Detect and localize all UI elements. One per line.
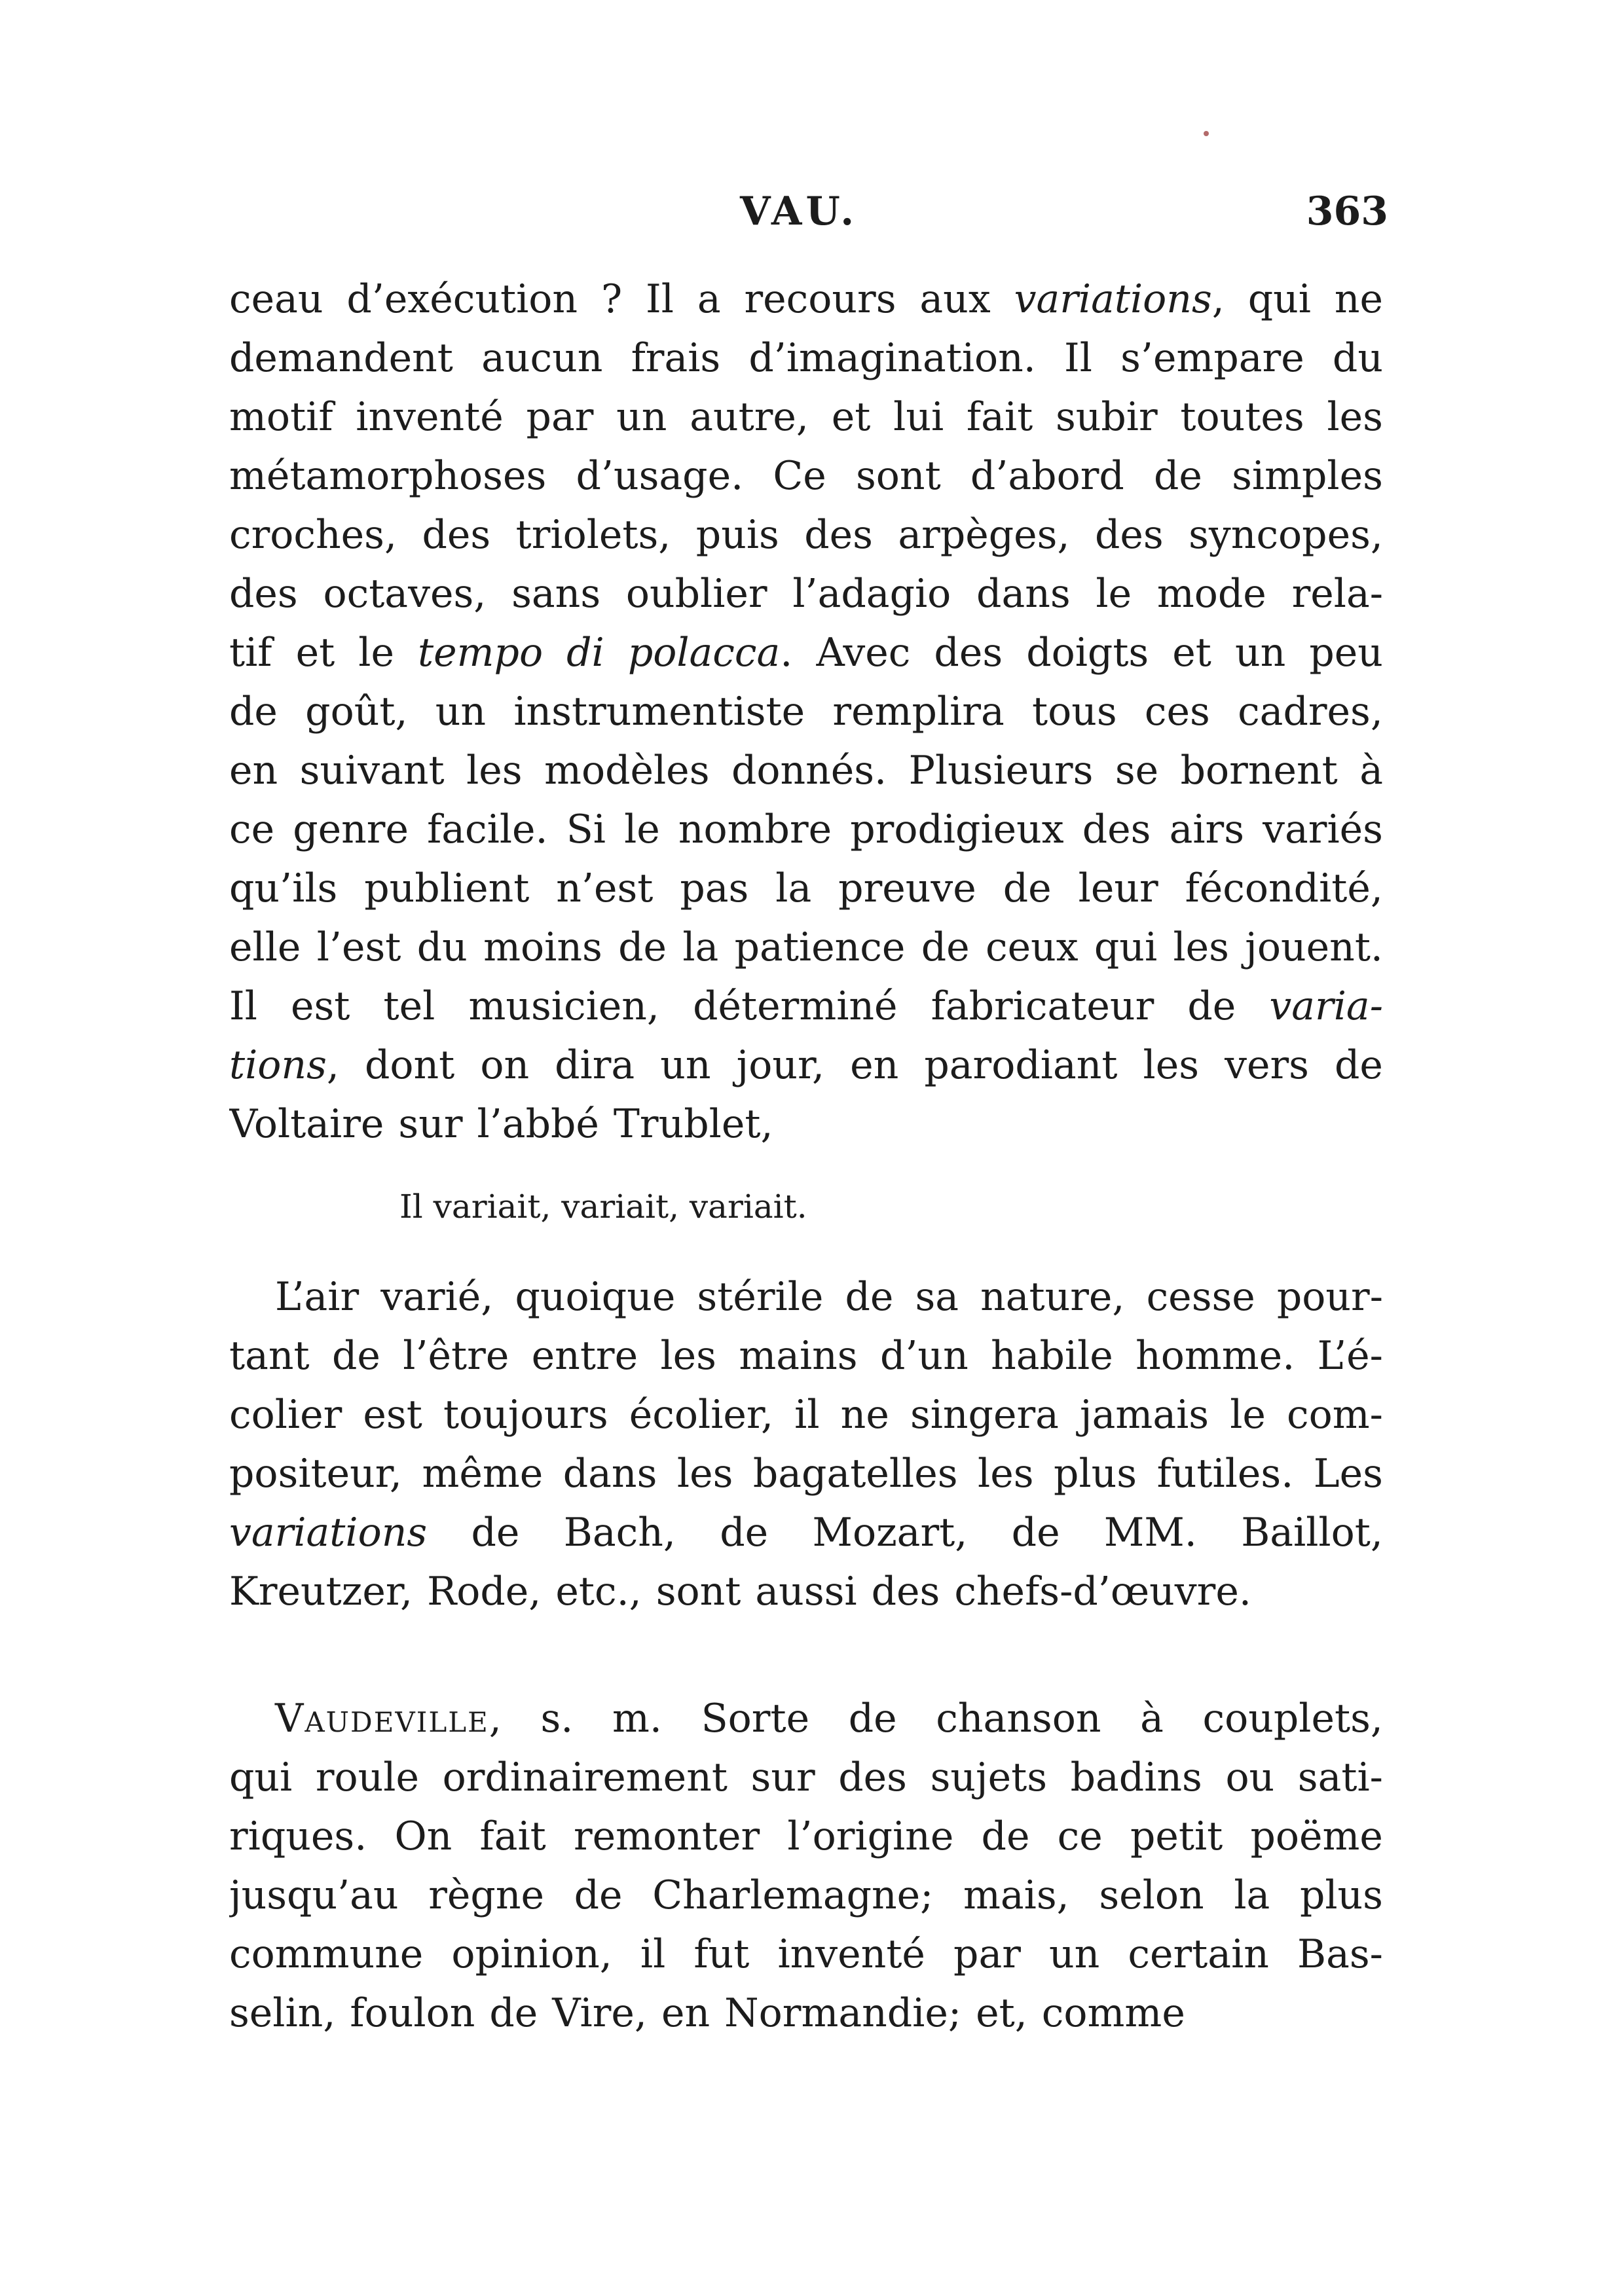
word: est [363,1392,422,1438]
word: opinion, [451,1931,612,1977]
word: prodigieux [850,807,1064,852]
word: tions, [229,1036,339,1095]
word: des [871,1569,940,1614]
word: aussi [755,1569,857,1614]
text-line [229,270,1383,329]
word: d’abord [970,453,1124,499]
word: qui [1094,924,1158,970]
word: mode [1156,571,1266,617]
word: elle [229,924,301,970]
word: les [676,1451,733,1497]
word: futiles. [1156,1451,1294,1497]
word: singera [910,1392,1059,1438]
word: arpèges, [898,512,1070,558]
text-line [229,446,1383,505]
word: musicien, [468,983,659,1029]
word: cesse [1146,1274,1255,1320]
word: un [1234,630,1286,676]
word: par [953,1931,1021,1977]
italic-term: polacca [627,630,781,676]
word: airs [1169,807,1244,852]
word: etc., [555,1569,642,1614]
word: même [422,1451,544,1497]
word: comme [1041,1990,1185,2036]
word: vers [1225,1042,1309,1088]
word: variations, [1014,270,1225,329]
word: patience [734,924,906,970]
word: de [489,1990,538,2036]
text-line [229,1807,1383,1866]
word: croches, [229,512,397,558]
text-line [229,505,1383,564]
word: demandent [229,335,453,381]
word: les [660,1333,716,1379]
word: les [1327,394,1383,440]
word: toutes [1180,394,1304,440]
body-text [229,270,1383,2043]
word: des [934,630,1003,676]
word: publient [364,866,530,911]
word: Bas- [1297,1931,1383,1977]
word: ceux [985,924,1079,970]
word: facile. [427,807,548,852]
word: varié, [380,1274,494,1320]
word: de [921,924,970,970]
word: de [720,1510,769,1556]
word [1269,977,1383,1036]
word: la [682,924,719,970]
word: tel [383,983,435,1029]
word: Kreutzer, [229,1569,413,1614]
word: le [624,807,660,852]
word: toujours [443,1392,608,1438]
word: de [331,1333,380,1379]
word: pas [680,866,749,911]
word [418,623,543,682]
word: de [981,1813,1030,1859]
word: Vaudeville, [275,1689,502,1748]
word: les [466,748,523,793]
word: et [295,630,335,676]
word: la [775,866,812,911]
word: a [697,276,721,322]
word: inventé [777,1931,925,1977]
word: couplets, [1202,1696,1383,1741]
text-line [229,1036,1383,1095]
word: entre [531,1333,638,1379]
word: Il [1064,335,1092,381]
word: oublier [625,571,767,617]
word: ceau [229,276,323,322]
word: qu’ils [229,866,338,911]
word: roule [315,1755,419,1800]
verse-quotation: Il variait, variait, variait. [399,1188,807,1226]
word: de [471,1510,520,1556]
entry-headword: Vaudeville [275,1696,489,1741]
word: des [229,571,298,617]
word: un [1049,1931,1100,1977]
italic-term: varia- [1269,983,1383,1029]
word: foulon [350,1990,475,2036]
word: L’air [275,1274,360,1320]
word: nombre [678,807,832,852]
word: puis [695,512,779,558]
word: bornent [1180,748,1338,793]
word: syncopes, [1189,512,1383,558]
text-line [229,1267,1383,1326]
text-line [229,977,1383,1036]
word: nature, [980,1274,1125,1320]
word: dans [563,1451,657,1497]
word: Bach, [563,1510,676,1556]
word: des [804,512,873,558]
word: mains [739,1333,858,1379]
word: jour, [736,1042,825,1088]
text-line [229,859,1383,918]
word: remplira [832,689,1005,735]
word: en [850,1042,899,1088]
word: dira [555,1042,635,1088]
word: qui [229,1755,293,1800]
word: n’est [556,866,654,911]
word: en [661,1990,710,2036]
word: positeur, [229,1451,402,1497]
word: aux [919,276,991,322]
word: dans [976,571,1071,617]
word: rela- [1291,571,1383,617]
word: les [978,1451,1034,1497]
word: de [848,1696,897,1741]
paragraph-gap [229,1621,1383,1689]
word: doigts [1026,630,1149,676]
word: sur [398,1101,463,1147]
word: bagatelles [752,1451,958,1497]
word: d’imagination. [748,335,1036,381]
italic-term: tions [229,1042,327,1088]
word: chefs-d’œuvre. [954,1569,1251,1614]
word: pour- [1276,1274,1383,1320]
word: selin, [229,1990,336,2036]
word: Ce [773,453,826,499]
italic-term: tempo [418,630,544,676]
word: Trublet, [613,1101,773,1147]
word: l’être [403,1333,509,1379]
word: se [1115,748,1159,793]
word: jusqu’au [229,1872,399,1918]
page-number: 363 [1306,189,1388,234]
page-header [655,189,1388,247]
word: frais [631,335,721,381]
word: Mozart, [812,1510,968,1556]
text-line [229,682,1383,741]
word: certain [1128,1931,1269,1977]
word: les [1173,924,1229,970]
word: preuve [838,866,976,911]
text-line [229,800,1383,859]
word: On [394,1813,452,1859]
text-line [229,1562,1383,1621]
word: ? [600,276,623,322]
word: plus [1299,1872,1383,1918]
italic-term: variations [229,1510,428,1556]
word: règne [428,1872,544,1918]
word: jamais [1080,1392,1209,1438]
word: l’origine [787,1813,954,1859]
text-line [229,623,1383,682]
word: et [831,394,871,440]
word: tant [229,1333,310,1379]
text-line [229,1503,1383,1562]
word: aucun [481,335,603,381]
word: remonter [573,1813,760,1859]
word: des [838,1755,907,1800]
word: l’est [316,924,401,970]
word: jouent. [1245,924,1383,970]
word: Charlemagne; [652,1872,934,1918]
word: tif [229,630,272,676]
word: badins [1070,1755,1202,1800]
word: la [1234,1872,1270,1918]
word: Il [646,276,674,322]
word: leur [1078,866,1158,911]
word: triolets, [515,512,671,558]
word: sans [511,571,601,617]
word: fut [693,1931,750,1977]
word: modèles [544,748,710,793]
word: peu [1309,630,1383,676]
word: inventé [356,394,504,440]
word: lui [893,394,944,440]
word: qui [1247,276,1311,322]
word: homme. [1135,1333,1295,1379]
word: l’abbé [477,1101,599,1147]
word: commune [229,1931,424,1977]
word: L’é- [1317,1333,1383,1379]
word: stérile [697,1274,824,1320]
word: est [291,983,350,1029]
text-line [229,564,1383,623]
word: ordinairement [442,1755,728,1800]
text-line [229,329,1383,388]
word: habile [991,1333,1113,1379]
word: sont [655,1569,741,1614]
word: petit [1130,1813,1223,1859]
word: le [1096,571,1132,617]
word: poëme [1250,1813,1383,1859]
text-line [229,1925,1383,1984]
word: de [1003,866,1052,911]
word: dont [364,1042,455,1088]
word: Plusieurs [908,748,1094,793]
word: de [229,689,278,735]
word: du [416,924,468,970]
word: cadres, [1238,689,1383,735]
text-line [229,1866,1383,1925]
word: octaves, [323,571,487,617]
word: sur [750,1755,815,1800]
word: du [1332,335,1383,381]
word: com- [1287,1392,1383,1438]
word: fabricateur [931,983,1154,1029]
word: des [1094,512,1164,558]
word: suivant [299,748,445,793]
word: subir [1055,394,1158,440]
word: s’empare [1120,335,1304,381]
word: d’exécution [346,276,578,322]
word: quoique [515,1274,676,1320]
word: sont [856,453,941,499]
word [229,1503,427,1562]
word: il [794,1392,820,1438]
word: MM. [1103,1510,1197,1556]
text-line [229,388,1383,446]
word: colier [229,1392,342,1438]
word: sujets [930,1755,1048,1800]
word: le [358,630,394,676]
word: chanson [936,1696,1101,1741]
word: ce [1057,1813,1103,1859]
italic-term: di [566,630,604,676]
word: un [616,394,667,440]
word: de [1335,1042,1383,1088]
word: déterminé [693,983,898,1029]
text-line [229,1326,1383,1385]
word: métamorphoses [229,453,547,499]
word: fécondité, [1185,866,1383,911]
word: Si [566,807,606,852]
word: à [1140,1696,1164,1741]
running-head: VAU. [740,189,858,234]
word: de [845,1274,894,1320]
italic-term: variations [1014,276,1212,322]
word: selon [1099,1872,1204,1918]
word: ces [1144,689,1210,735]
word: ne [1334,276,1383,322]
word: à [1359,748,1383,793]
word: m. [612,1696,662,1741]
word: un [435,689,487,735]
word: l’adagio [792,571,951,617]
word: autre, [690,394,809,440]
ink-speck [1204,131,1209,136]
word: polacca. [628,623,793,682]
word: fait [479,1813,546,1859]
text-line [229,1748,1383,1807]
word: Normandie; [724,1990,962,2036]
word: Avec [816,630,911,676]
text-line [229,1385,1383,1444]
word: variés [1263,807,1383,852]
word: donnés. [731,748,887,793]
word: plus [1054,1451,1137,1497]
word: s. [540,1696,574,1741]
word: fait [966,394,1033,440]
word: écolier, [629,1392,774,1438]
word: les [1143,1042,1200,1088]
word: motif [229,394,333,440]
word: on [480,1042,530,1088]
word: par [526,394,594,440]
word: ne [840,1392,889,1438]
word: mais, [963,1872,1069,1918]
word: des [422,512,491,558]
word: un [660,1042,711,1088]
word: Rode, [427,1569,542,1614]
text-line [229,1095,1383,1154]
word [566,623,604,682]
word: de [618,924,667,970]
word: tous [1031,689,1117,735]
word: de [1187,983,1236,1029]
word: en [229,748,278,793]
word: le [1230,1392,1266,1438]
word: simples [1232,453,1383,499]
word: d’un [879,1333,969,1379]
word: Voltaire [229,1101,384,1147]
word: riques. [229,1813,367,1859]
word: de [1011,1510,1060,1556]
word: de [1154,453,1202,499]
word: sati- [1297,1755,1383,1800]
word: de [574,1872,623,1918]
word: il [640,1931,666,1977]
word: parodiant [924,1042,1118,1088]
word: et [1172,630,1211,676]
word: instrumentiste [513,689,805,735]
word: des [1082,807,1151,852]
word: et, [976,1990,1027,2036]
text-line [229,918,1383,977]
text-line [229,741,1383,800]
word: Sorte [701,1696,810,1741]
word: ce [229,807,275,852]
word: genre [293,807,409,852]
word: Les [1313,1451,1383,1497]
word: Il [229,983,257,1029]
word: Vire, [552,1990,647,2036]
word: recours [744,276,896,322]
word: ou [1225,1755,1275,1800]
text-line [229,1444,1383,1503]
word: Baillot, [1241,1510,1383,1556]
word: sa [915,1274,959,1320]
text-line [229,1984,1383,2043]
word: moins [483,924,602,970]
word: d’usage. [576,453,744,499]
text-line [229,1689,1383,1748]
word: goût, [305,689,408,735]
